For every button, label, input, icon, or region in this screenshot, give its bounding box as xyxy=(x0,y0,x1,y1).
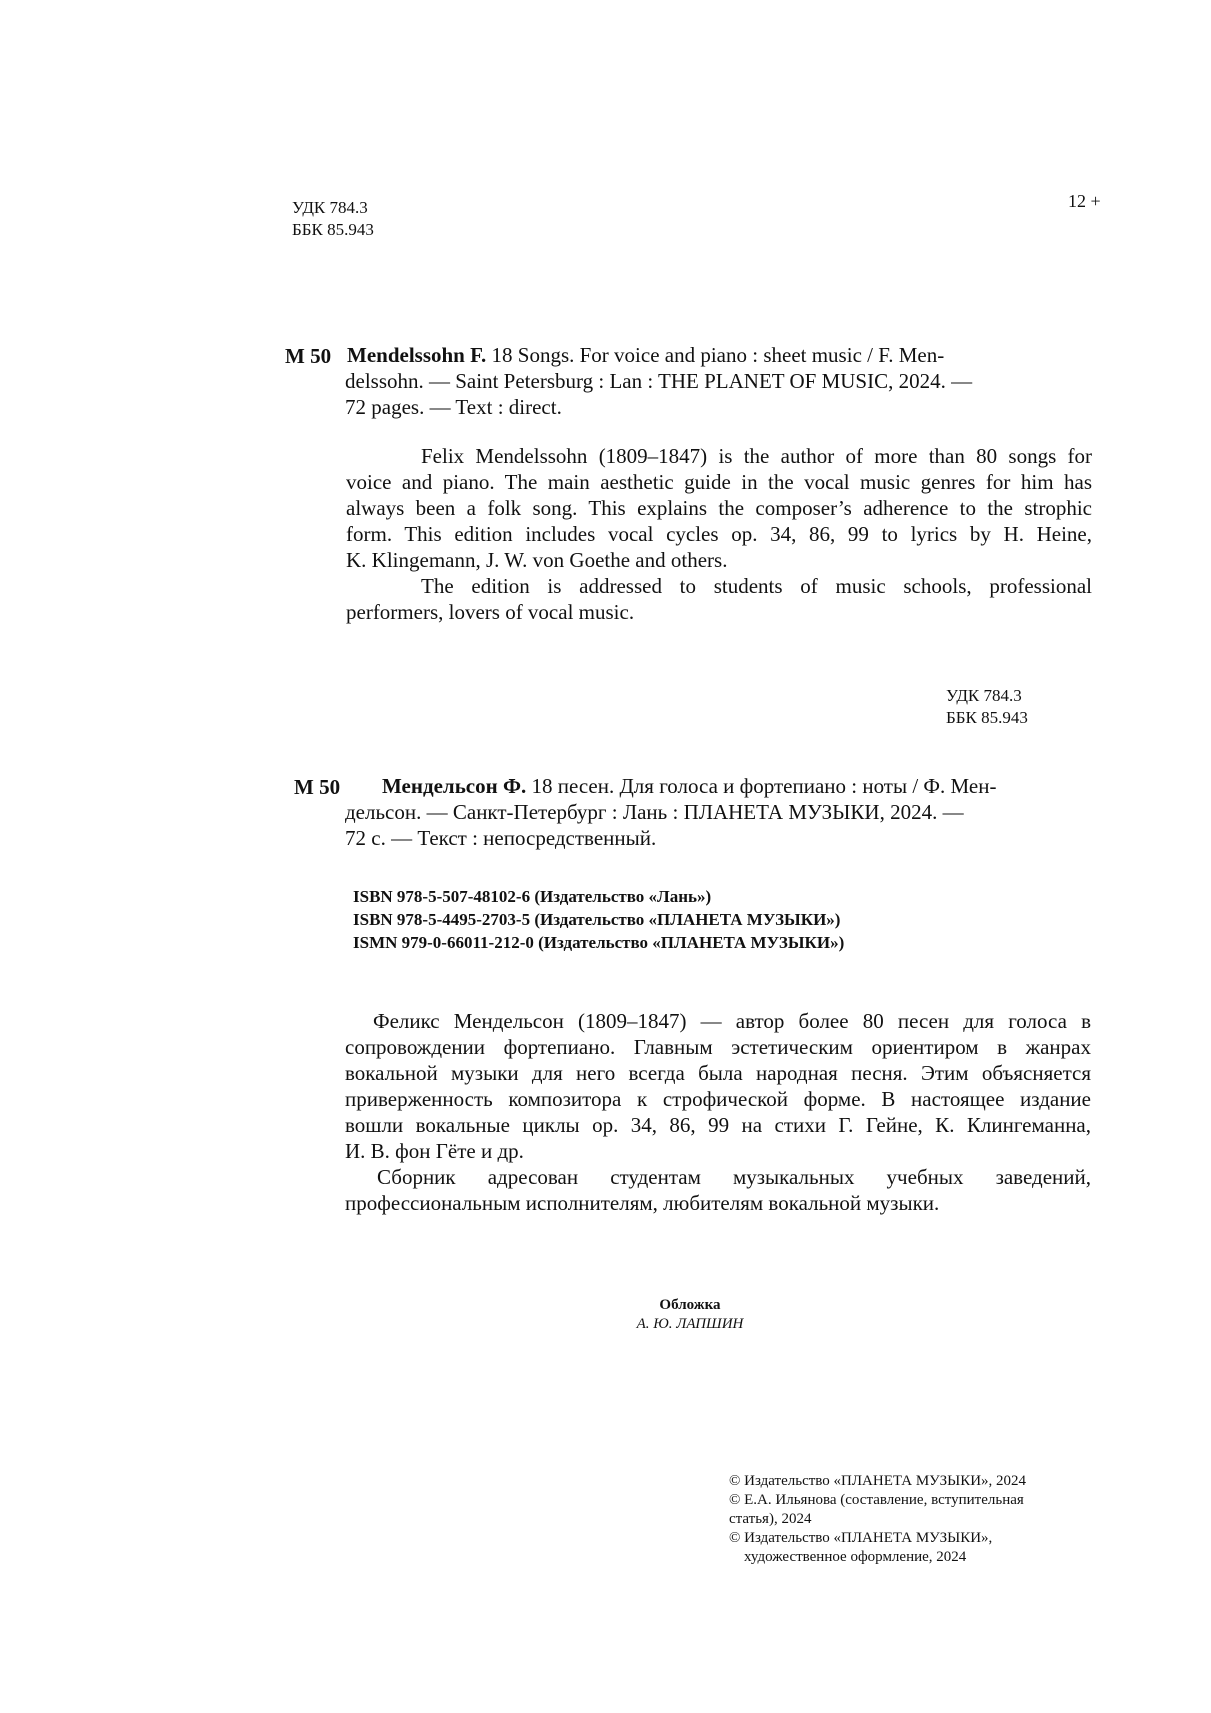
abstract-en-line: form. This edition includes vocal cycles op. 34, 86, 99 to lyrics by H. Heine, xyxy=(346,522,1092,546)
copyright-line: © Издательство «ПЛАНЕТА МУЗЫКИ», xyxy=(729,1530,993,1546)
entry-line3-ru: 72 с. — Текст : непосредственный. xyxy=(345,826,657,850)
abstract-ru-line: приверженность композитора к строфической форме. В настоящее издание xyxy=(345,1087,1091,1111)
abstract-en-line: Felix Mendelssohn (1809–1847) is the author of more than 80 songs for xyxy=(421,444,1092,468)
abstract-en xyxy=(346,443,1092,625)
entry-line2-en: delssohn. — Saint Petersburg : Lan : THE PLANET OF MUSIC, 2024. — xyxy=(345,369,973,393)
entry-line1-ru: 18 песен. Для голоса и фортепиано : ноты / Ф. Мен- xyxy=(526,774,997,798)
abstract-ru-line: Феликс Мендельсон (1809–1847) — автор более 80 песен для голоса в xyxy=(373,1009,1091,1033)
isbn-block xyxy=(353,885,844,954)
abstract-ru-line: сопровождении фортепиано. Главным эстетическим ориентиром в жанрах xyxy=(345,1035,1091,1059)
cover-artist: А. Ю. ЛАПШИН xyxy=(636,1316,744,1332)
cover-label: Обложка xyxy=(659,1297,721,1313)
copyright-line: художественное оформление, 2024 xyxy=(744,1549,967,1565)
abstract-ru xyxy=(345,1008,1091,1216)
bbk-code: ББК 85.943 xyxy=(292,220,374,239)
abstract-ru-line: профессиональным исполнителям, любителям вокальной музыки. xyxy=(345,1191,940,1215)
abstract-ru-line: вошли вокальные циклы ор. 34, 86, 99 на стихи Г. Гейне, К. Клингеманна, xyxy=(345,1113,1091,1137)
abstract-ru-line: И. В. фон Гёте и др. xyxy=(345,1139,524,1163)
abstract-ru-line: Сборник адресован студентам музыкальных учебных заведений, xyxy=(377,1165,1091,1189)
abstract-ru-line: вокальной музыки для него всегда была народная песня. Этим объясняется xyxy=(345,1061,1091,1085)
abstract-en-line: The edition is addressed to students of music schools, professional xyxy=(421,574,1092,598)
copyright-block xyxy=(729,1472,1026,1567)
abstract-en-line: always been a folk song. This explains the composer’s adherence to the strophic xyxy=(346,496,1092,520)
abstract-en-line: performers, lovers of vocal music. xyxy=(346,600,635,624)
author-ru: Мендельсон Ф. xyxy=(382,774,527,798)
author-en: Mendelssohn F. xyxy=(347,343,487,367)
catalog-entry-ru xyxy=(382,773,1090,799)
catalog-entry-ru-cont xyxy=(345,799,1090,851)
catalog-entry-en xyxy=(347,342,1091,368)
udk-block-top xyxy=(292,197,374,241)
abstract-en-line: K. Klingemann, J. W. von Goethe and others. xyxy=(346,548,728,572)
copyright-line: статья), 2024 xyxy=(729,1511,812,1527)
catalog-entry-en-cont xyxy=(345,368,1091,420)
isbn-line: ISBN 978-5-4495-2703-5 (Издательство «ПЛАНЕТА МУЗЫКИ») xyxy=(353,910,841,929)
entry-line1-en: 18 Songs. For voice and piano : sheet music / F. Men- xyxy=(486,343,945,367)
udk-code: УДК 784.3 xyxy=(946,686,1022,705)
entry-line3-en: 72 pages. — Text : direct. xyxy=(345,395,562,419)
bbk-code: ББК 85.943 xyxy=(946,708,1028,727)
ismn-line: ISMN 979-0-66011-212-0 (Издательство «ПЛАНЕТА МУЗЫКИ») xyxy=(353,933,845,952)
catalog-code-ru: М 50 xyxy=(294,775,341,799)
cover-credit xyxy=(560,1296,820,1334)
isbn-line: ISBN 978-5-507-48102-6 (Издательство «Лань») xyxy=(353,887,712,906)
udk-block-mid xyxy=(946,685,1028,729)
age-rating: 12 + xyxy=(1068,191,1101,211)
entry-line2-ru: дельсон. — Санкт-Петербург : Лань : ПЛАНЕТА МУЗЫКИ, 2024. — xyxy=(345,800,964,824)
abstract-en-line: voice and piano. The main aesthetic guide in the vocal music genres for him has xyxy=(346,470,1092,494)
copyright-line: © Издательство «ПЛАНЕТА МУЗЫКИ», 2024 xyxy=(729,1473,1027,1489)
catalog-code-en: М 50 xyxy=(285,344,332,368)
udk-code: УДК 784.3 xyxy=(292,198,368,217)
copyright-line: © Е.А. Ильянова (составление, вступительная xyxy=(729,1492,1024,1508)
